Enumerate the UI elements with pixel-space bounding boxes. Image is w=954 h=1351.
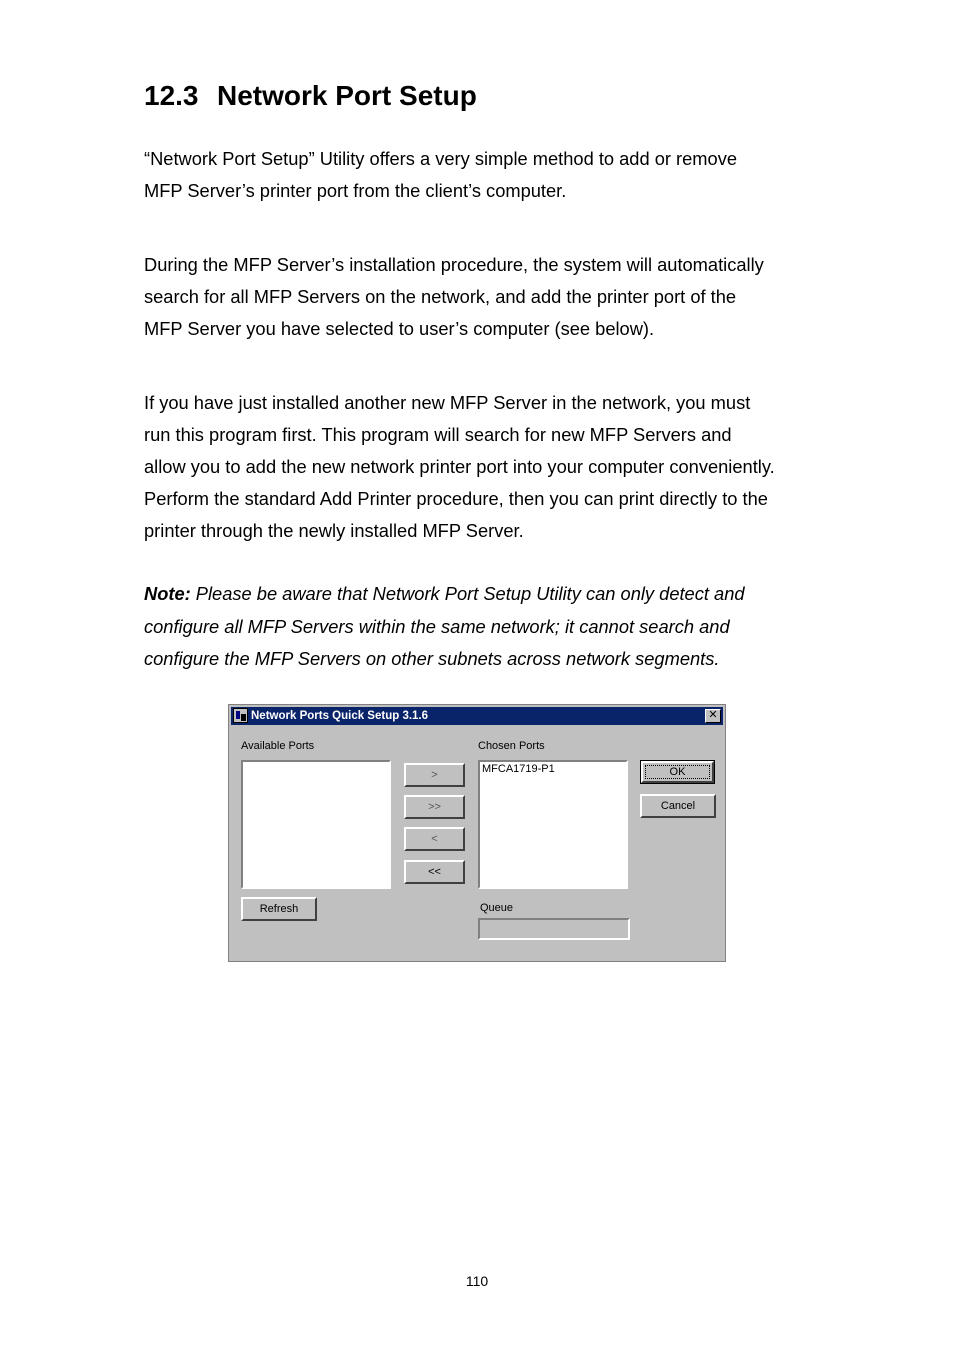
- app-icon: [233, 708, 248, 723]
- close-button[interactable]: ✕: [705, 709, 721, 723]
- cancel-button[interactable]: Cancel: [640, 794, 716, 818]
- add-all-ports-button[interactable]: >>: [404, 795, 465, 819]
- page-number: 110: [465, 1273, 489, 1289]
- available-ports-list[interactable]: [241, 760, 391, 889]
- intro-paragraph: “Network Port Setup” Utility offers a very simple method to add or remove MFP Server’s printer port from the client’s computer.: [144, 148, 738, 201]
- queue-field[interactable]: [478, 918, 630, 940]
- queue-label: Queue: [480, 902, 514, 914]
- chosen-ports-list[interactable]: [478, 760, 628, 889]
- ok-button-label: OK: [669, 766, 686, 778]
- note-text: Please be aware that Network Port Setup Utility can only detect and configure all MFP Servers within the same network; it cannot search and configure the MFP Servers on other subnets across network segments.: [144, 583, 745, 669]
- remove-port-button[interactable]: <: [404, 827, 465, 851]
- remove-all-ports-button[interactable]: <<: [404, 860, 465, 884]
- installation-paragraph: During the MFP Server’s installation procedure, the system will automatically search for all MFP Servers on the network, and add the printer port of the MFP Server you have selected to user’s computer (see below).: [144, 254, 764, 339]
- new-server-paragraph: If you have just installed another new MFP Server in the network, you must run this program first. This program will search for new MFP Servers and allow you to add the new network printer port into your computer conveniently. Perform the standard Add Printer procedure, then you can print directly to the printer through the newly installed MFP Server.: [144, 392, 775, 541]
- add-port-button[interactable]: >: [404, 763, 465, 787]
- dialog-title: Network Ports Quick Setup 3.1.6: [251, 710, 429, 722]
- note-label: Note:: [144, 583, 191, 604]
- section-title: Network Port Setup: [217, 80, 477, 111]
- section-heading: [144, 78, 477, 114]
- chosen-port-item[interactable]: MFCA1719-P1: [482, 763, 555, 775]
- available-ports-label: Available Ports: [241, 740, 315, 752]
- ok-button[interactable]: [641, 761, 714, 783]
- dialog-titlebar[interactable]: [231, 707, 723, 725]
- network-ports-dialog: [228, 704, 726, 962]
- ok-focus-ring: [645, 765, 710, 779]
- chosen-ports-label: Chosen Ports: [478, 740, 545, 752]
- note-paragraph: [144, 578, 824, 676]
- section-number: 12.3: [144, 80, 199, 111]
- refresh-button[interactable]: Refresh: [241, 897, 317, 921]
